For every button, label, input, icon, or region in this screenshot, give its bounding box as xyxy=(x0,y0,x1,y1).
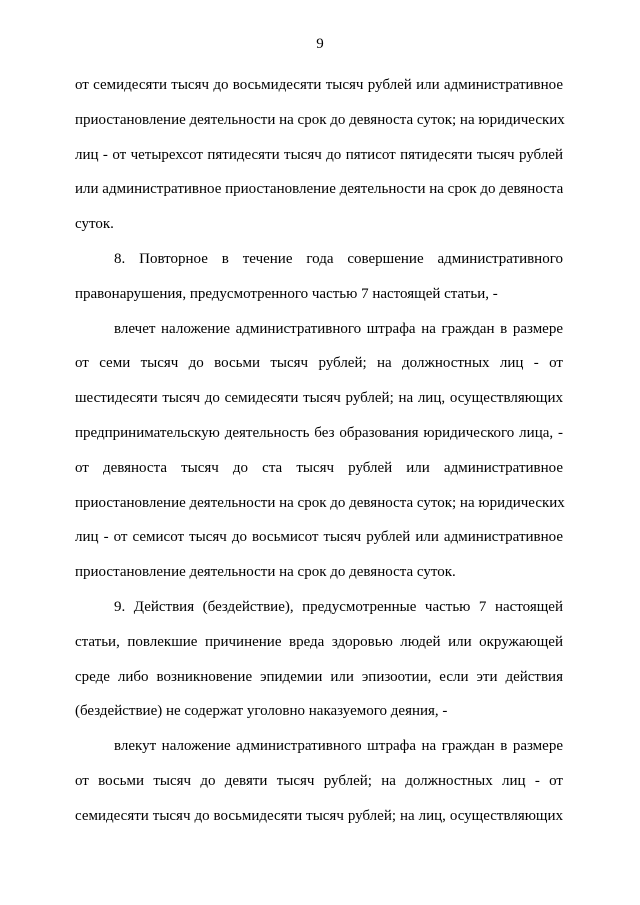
text-line: правонарушения, предусмотренного частью 7 настоящей статьи, - xyxy=(75,285,498,302)
text-line: или административное приостановление деятельности на срок до девяноста xyxy=(75,181,564,198)
text-line: приостановление деятельности на срок до девяноста суток; на юридических xyxy=(75,494,565,511)
text-line: от восьми тысяч до девяти тысяч рублей; на должностных лиц - от xyxy=(75,772,563,789)
text-line: 8. Повторное в течение года совершение административного xyxy=(114,250,563,267)
text-line: семидесяти тысяч до восьмидесяти тысяч рублей; на лиц, осуществляющих xyxy=(75,807,563,824)
text-line: лиц - от семисот тысяч до восьмисот тысяч рублей или административное xyxy=(75,529,563,546)
text-line: (бездействие) не содержат уголовно наказуемого деяния, - xyxy=(75,703,448,720)
text-line: статьи, повлекшие причинение вреда здоровью людей или окружающей xyxy=(75,633,563,650)
text-line: влекут наложение административного штрафа на граждан в размере xyxy=(114,738,563,755)
text-line: шестидесяти тысяч до семидесяти тысяч рублей; на лиц, осуществляющих xyxy=(75,390,563,407)
page-number: 9 xyxy=(316,36,324,52)
text-line: от девяноста тысяч до ста тысяч рублей или административное xyxy=(75,459,563,476)
text-line: 9. Действия (бездействие), предусмотренные частью 7 настоящей xyxy=(114,598,563,615)
text-line: приостановление деятельности на срок до девяноста суток. xyxy=(75,564,456,581)
document-body xyxy=(75,68,563,834)
text-line: от семидесяти тысяч до восьмидесяти тысяч рублей или административное xyxy=(75,77,563,93)
text-line: влечет наложение административного штрафа на граждан в размере xyxy=(114,320,563,337)
text-line: суток. xyxy=(75,216,114,233)
text-line: предпринимательскую деятельность без образования юридического лица, - xyxy=(75,424,563,441)
text-line: лиц - от четырехсот пятидесяти тысяч до пятисот пятидесяти тысяч рублей xyxy=(75,146,563,163)
text-line: среде либо возникновение эпидемии или эпизоотии, если эти действия xyxy=(75,668,563,685)
text-line: от семи тысяч до восьми тысяч рублей; на должностных лиц - от xyxy=(75,355,563,372)
text-line: приостановление деятельности на срок до девяноста суток; на юридических xyxy=(75,111,565,128)
